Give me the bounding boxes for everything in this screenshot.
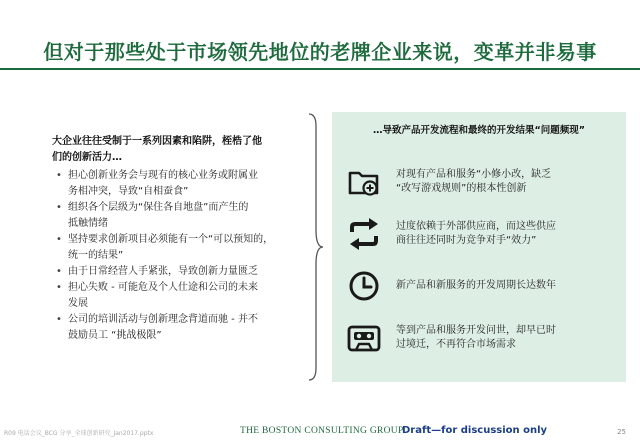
clock-icon: [346, 268, 382, 304]
list-item-line: • 组织各个层级为“保住各自地盘”而产生的: [68, 202, 249, 213]
consequence-line: 过境迁，不再符合市场需求: [396, 339, 516, 350]
brand-logo-text: THE BOSTON CONSULTING GROUP: [240, 426, 404, 436]
slide-title: 但对于那些处于市场领先地位的老牌企业来说，变革并非易事: [43, 40, 597, 64]
page-number: 25: [617, 428, 626, 436]
list-item-line: 抵触情绪: [68, 218, 108, 229]
consequence-line: “改写游戏规则”的根本性创新: [396, 183, 527, 194]
consequence-line: 对现有产品和服务“小修小改，缺乏: [396, 169, 552, 180]
source-file-label: R09 电话会议_BCG 分享_全球创新研究_Jan2017.pptx: [4, 430, 154, 437]
list-item-line: 统一的结果”: [68, 250, 124, 261]
list-item-line: • 担心创新业务会与现有的核心业务或附属业: [68, 170, 258, 181]
draft-notice: Draft—for discussion only: [402, 425, 548, 436]
causes-heading-line: 大企业往往受制于一系列因素和陷阱，桎梏了他: [52, 136, 262, 147]
consequence-row: [346, 316, 618, 360]
consequence-text: [396, 324, 618, 352]
consequence-line: 新产品和新服务的开发周期长达数年: [396, 280, 556, 291]
consequence-text: [396, 168, 618, 196]
folder-add-icon: [346, 164, 382, 200]
list-item: [52, 312, 304, 344]
list-item: [52, 264, 304, 280]
swap-arrows-icon: [346, 216, 382, 252]
consequence-line: 商往往还同时为竞争对手“效力”: [396, 235, 537, 246]
list-item-line: • 公司的培训活动与创新理念背道而驰 - 并不: [68, 314, 258, 325]
list-item-line: 发展: [68, 298, 88, 309]
list-item-line: • 坚持要求创新项目必须能有一个“可以预知的，: [68, 234, 274, 245]
causes-heading-line: 们的创新活力…: [52, 152, 122, 163]
consequences-heading: …导致产品开发流程和最终的开发结果“问题频现”: [373, 125, 585, 136]
consequence-row: [346, 264, 618, 308]
consequence-line: 过度依赖于外部供应商，而这些供应: [396, 221, 556, 232]
cassette-icon: [346, 320, 382, 356]
consequences-panel: [332, 112, 626, 382]
list-item-line: • 由于日常经营人手紧张，导致创新力量匮乏: [68, 266, 258, 277]
causes-text-block: [52, 134, 304, 377]
list-item-line: 务相冲突，导致“自相蚕食”: [68, 186, 189, 197]
title-divider: [0, 68, 640, 70]
list-item: [52, 200, 304, 232]
causes-heading: [52, 134, 304, 166]
consequence-text: [396, 220, 618, 248]
causes-list: [52, 168, 304, 344]
list-item: [52, 232, 304, 264]
consequence-row: [346, 160, 618, 204]
list-item: [52, 168, 304, 200]
curly-brace-icon: [306, 112, 326, 382]
consequence-text: [396, 279, 618, 293]
list-item-line: • 担心失败 - 可能危及个人仕途和公司的未来: [68, 282, 258, 293]
consequence-line: 等到产品和服务开发问世，却早已时: [396, 325, 556, 336]
list-item: [52, 280, 304, 312]
list-item-line: 鼓励员工 “挑战极限”: [68, 330, 162, 341]
consequence-row: [346, 212, 618, 256]
